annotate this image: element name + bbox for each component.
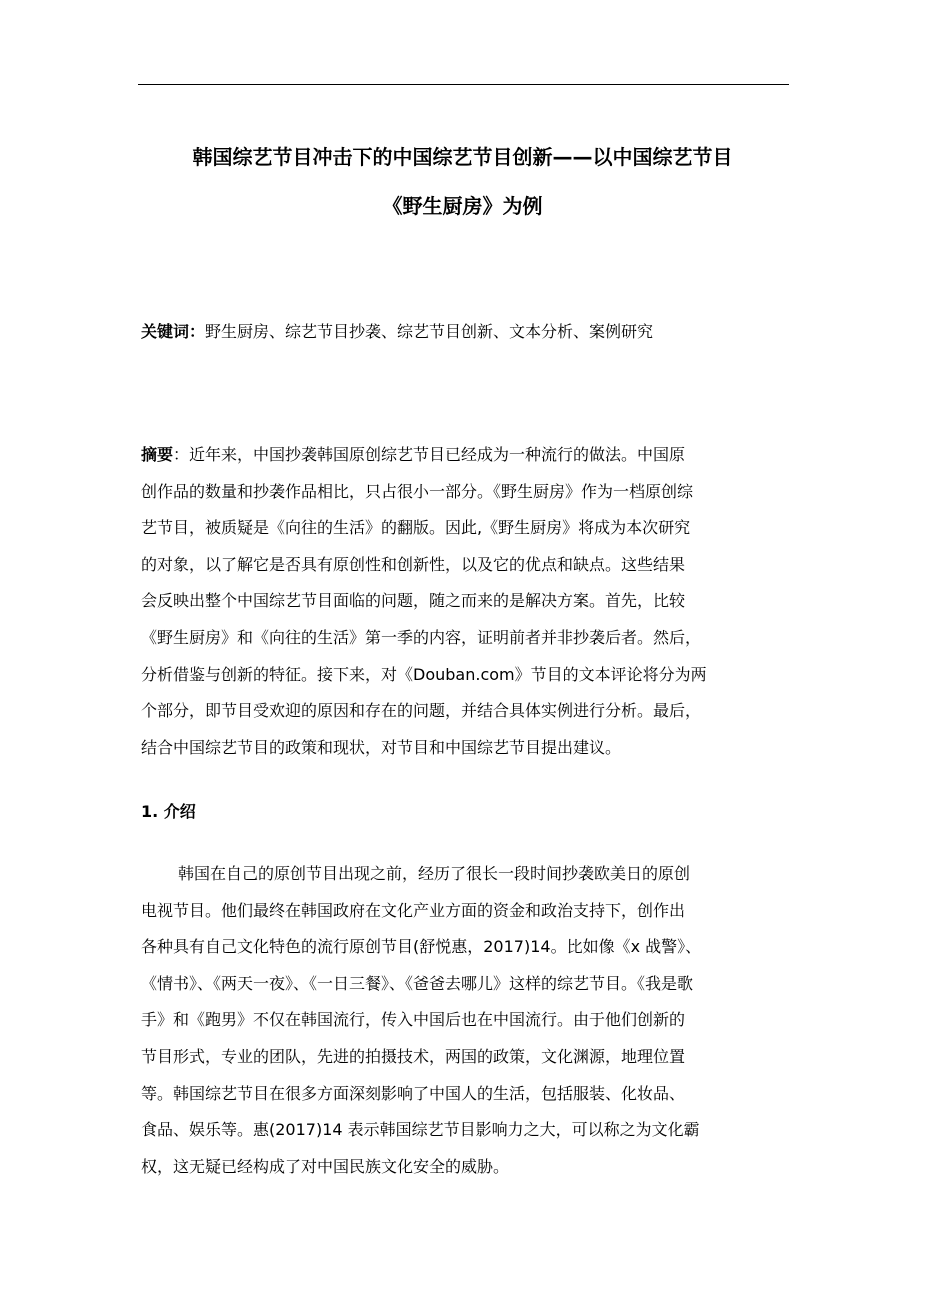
abstract-paragraph <box>141 437 793 766</box>
abstract-line: 结合中国综艺节目的政策和现状，对节目和中国综艺节目提出建议。 <box>141 737 622 757</box>
abstract-line: 艺节目，被质疑是《向往的生活》的翻版。因此,《野生厨房》将成为本次研究 <box>141 518 691 538</box>
body-line: 韩国在自己的原创节目出现之前，经历了很长一段时间抄袭欧美日的原创 <box>178 864 691 883</box>
abstract-line: 分析借鉴与创新的特征。接下来，对《Douban.com》节目的文本评论将分为两 <box>141 664 707 684</box>
abstract-line: 《野生厨房》和《向往的生活》第一季的内容，证明前者并非抄袭后者。然后， <box>141 627 702 647</box>
keywords-text: 野生厨房、综艺节目抄袭、综艺节目创新、文本分析、案例研究 <box>205 322 654 341</box>
abstract-line: 创作品的数量和抄袭作品相比，只占很小一部分。《野生厨房》作为一档原创综 <box>141 481 694 501</box>
body-line: 各种具有自己文化特色的流行原创节目(舒悦惠，2017)14。比如像《x 战警》、 <box>141 937 702 957</box>
abstract-colon: ： <box>173 445 190 464</box>
keywords-label: 关键词： <box>141 322 206 341</box>
abstract-line: 的对象，以了解它是否具有原创性和创新性，以及它的优点和缺点。这些结果 <box>141 554 686 574</box>
document-title-line-2: 《野生厨房》为例 <box>382 194 543 218</box>
body-line: 《情书》、《两天一夜》、《一日三餐》、《爸爸去哪儿》这样的综艺节目。《我是歌 <box>141 973 694 993</box>
abstract-line: 个部分，即节目受欢迎的原因和存在的问题，并结合具体实例进行分析。最后， <box>141 701 702 721</box>
document-title-line-1: 韩国综艺节目冲击下的中国综艺节目创新——以中国综艺节目 <box>192 145 733 169</box>
body-line: 手》和《跑男》不仅在韩国流行，传入中国后也在中国流行。由于他们创新的 <box>141 1010 686 1030</box>
body-line: 等。韩国综艺节目在很多方面深刻影响了中国人的生活，包括服装、化妆品、 <box>141 1083 686 1103</box>
section-heading-introduction: 1. 介绍 <box>141 802 196 821</box>
abstract-line <box>141 437 793 474</box>
abstract-line: 会反映出整个中国综艺节目面临的问题，随之而来的是解决方案。首先，比较 <box>141 591 686 611</box>
body-line: 节目形式，专业的团队，先进的拍摄技术，两国的政策，文化渊源，地理位置 <box>141 1046 686 1066</box>
body-line: 权，这无疑已经构成了对中国民族文化安全的威胁。 <box>141 1156 510 1176</box>
abstract-line-text: 近年来，中国抄袭韩国原创综艺节目已经成为一种流行的做法。中国原 <box>189 445 686 464</box>
introduction-paragraph <box>141 856 793 1185</box>
body-line: 电视节目。他们最终在韩国政府在文化产业方面的资金和政治支持下，创作出 <box>141 900 686 920</box>
body-line: 食品、娱乐等。惠(2017)14 表示韩国综艺节目影响力之大，可以称之为文化霸 <box>141 1120 700 1140</box>
abstract-label: 摘要 <box>141 445 174 464</box>
header-rule <box>138 84 789 85</box>
keywords-paragraph <box>141 318 801 346</box>
